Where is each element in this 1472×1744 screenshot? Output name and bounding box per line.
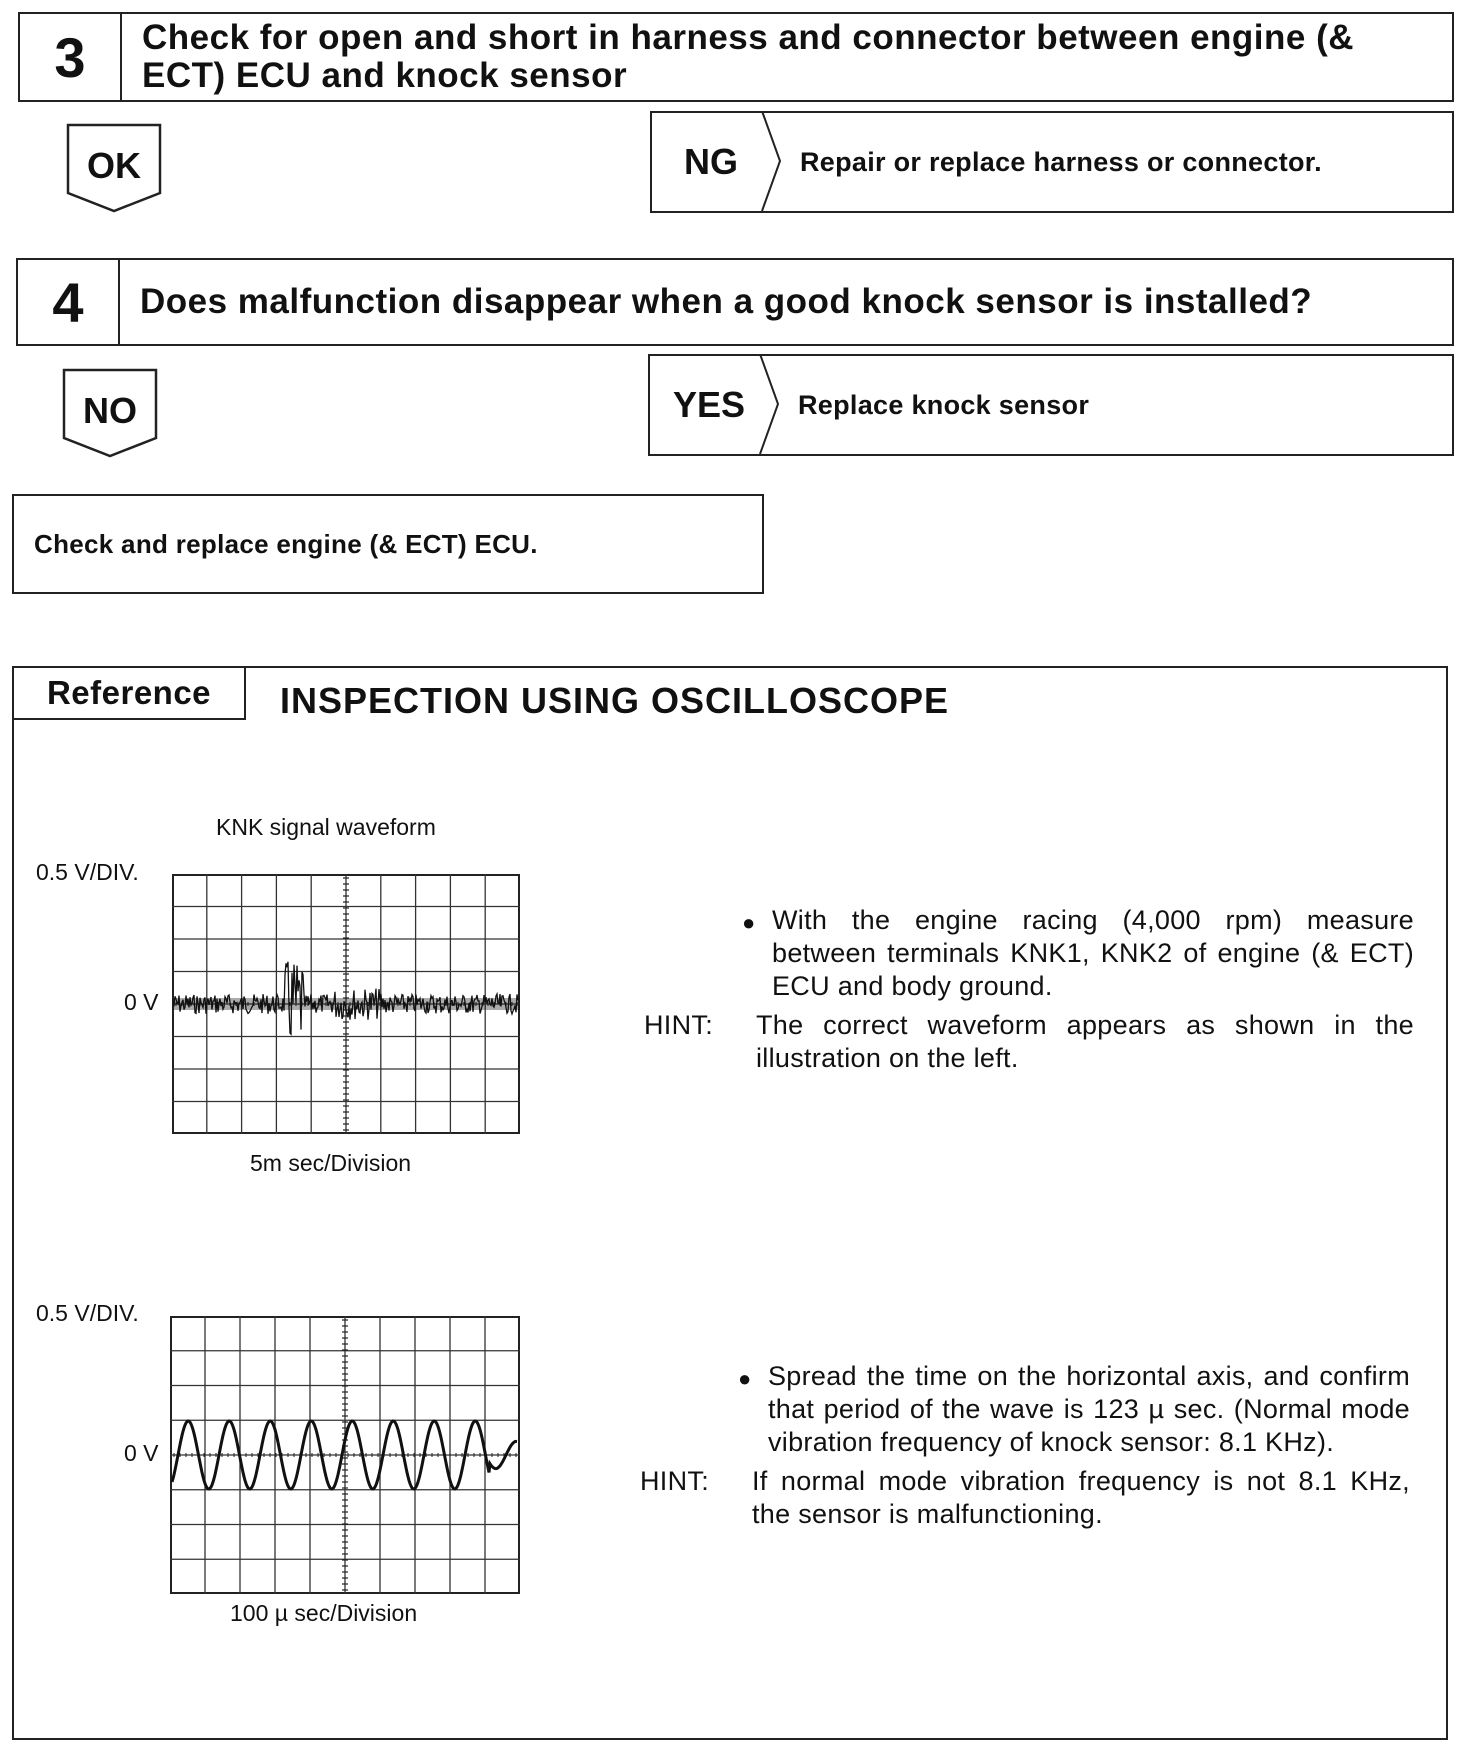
yes-label: YES bbox=[672, 384, 746, 425]
ng-label: NG bbox=[684, 141, 738, 182]
scope2-zero-label: 0 V bbox=[124, 1440, 159, 1466]
yes-label-cell bbox=[650, 356, 768, 454]
step-4-header bbox=[16, 258, 1454, 346]
ng-label-cell bbox=[652, 113, 770, 211]
yes-result bbox=[648, 354, 1454, 456]
note2-bullet: Spread the time on the horizontal axis, and confirm that period of the wave is 123 µ sec. (Normal mode vibration frequency of knock sensor: 8.1 KHz). bbox=[768, 1361, 1410, 1457]
yes-chevron-icon bbox=[758, 354, 782, 454]
reference-tab: Reference bbox=[14, 668, 246, 720]
scope2-volt-div: 0.5 V/DIV. bbox=[36, 1300, 139, 1326]
no-label: NO bbox=[83, 390, 137, 431]
note1-hint: The correct waveform appears as shown in the illustration on the left. bbox=[756, 1010, 1414, 1073]
scope1-time-div: 5m sec/Division bbox=[250, 1150, 412, 1176]
bullet-icon: ● bbox=[738, 1366, 752, 1391]
note2 bbox=[640, 1360, 1410, 1531]
bullet-icon: ● bbox=[742, 910, 756, 935]
final-action-text: Check and replace engine (& ECT) ECU. bbox=[34, 528, 538, 559]
note1-bullet: With the engine racing (4,000 rpm) measure between terminals KNK1, KNK2 of engine (& ECT) ECU and body ground. bbox=[772, 905, 1414, 1001]
no-tag bbox=[62, 368, 158, 458]
scope2-graticule bbox=[170, 1316, 520, 1594]
note2-hint-label: HINT: bbox=[640, 1466, 709, 1496]
note1-hint-label: HINT: bbox=[644, 1010, 713, 1040]
note2-hint: If normal mode vibration frequency is not 8.1 KHz, the sensor is malfunctioning. bbox=[752, 1466, 1410, 1529]
ng-chevron-icon bbox=[760, 111, 784, 211]
scope1-zero-label: 0 V bbox=[124, 989, 159, 1015]
step-3-header bbox=[18, 12, 1454, 102]
final-action-box bbox=[12, 494, 764, 594]
ng-result bbox=[650, 111, 1454, 213]
ok-label: OK bbox=[87, 145, 141, 186]
yes-action: Replace knock sensor bbox=[798, 389, 1090, 420]
note1 bbox=[644, 904, 1414, 1075]
scope1-caption: KNK signal waveform bbox=[216, 814, 436, 840]
step-4-number: 4 bbox=[18, 260, 120, 344]
step-3-number: 3 bbox=[20, 14, 122, 100]
ng-action: Repair or replace harness or connector. bbox=[800, 146, 1322, 177]
scope1-volt-div: 0.5 V/DIV. bbox=[36, 859, 139, 885]
scope2-time-div: 100 µ sec/Division bbox=[230, 1600, 418, 1626]
scope1-graticule bbox=[172, 874, 520, 1134]
step-4-title: Does malfunction disappear when a good knock sensor is installed? bbox=[140, 282, 1313, 321]
reference-title: INSPECTION USING OSCILLOSCOPE bbox=[280, 680, 950, 721]
step-3-title: Check for open and short in harness and connector between engine (& ECT) ECU and knock sensor bbox=[142, 18, 1355, 95]
ok-tag bbox=[66, 123, 162, 213]
